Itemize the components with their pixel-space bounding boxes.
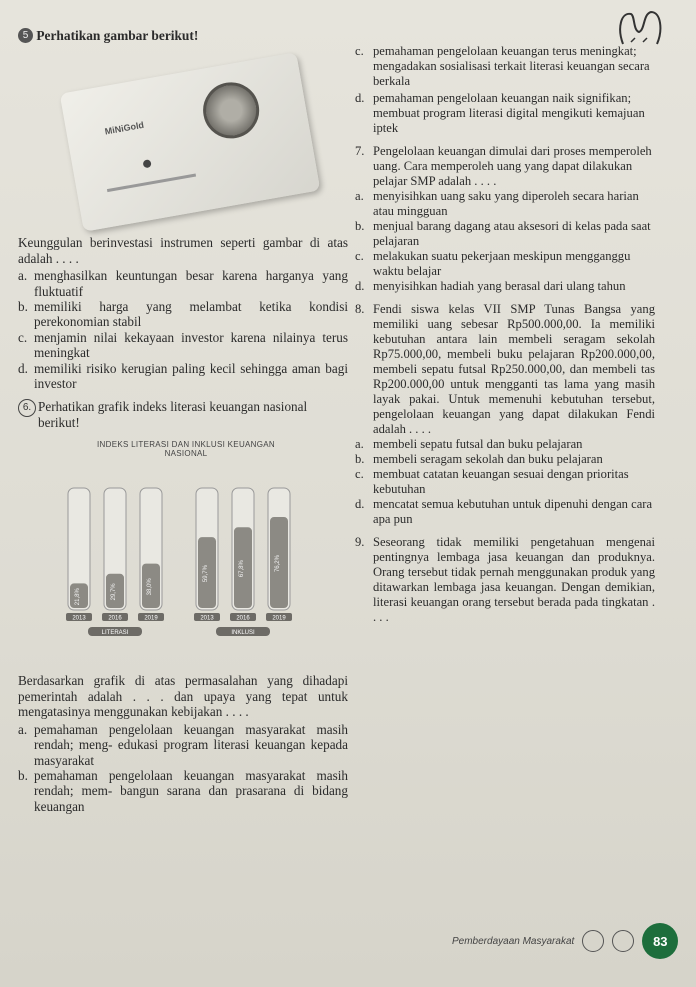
chart-title: INDEKS LITERASI DAN INKLUSI KEUANGAN NASIONAL (97, 440, 275, 458)
q6-option-a[interactable]: a. pemahaman pengelolaan keuangan masyarakat masih rendah; meng- edukasi program literasi keuangan kepada masyarakat (18, 721, 348, 768)
card-stripe (107, 174, 196, 193)
page-number: 83 (642, 923, 678, 959)
chart-data-label: 21,8% (75, 588, 81, 606)
gold-coin (199, 78, 264, 143)
q8-option-b[interactable]: b. membeli seragam sekolah dan buku pelajaran (355, 452, 603, 466)
q6-option-b[interactable]: b. pemahaman pengelolaan keuangan masyarakat masih rendah; mem- bangun sarana dan prasarana di bidang keuangan (18, 768, 348, 814)
q8-option-c[interactable]: c. membuat catatan keuangan sesuai dengan prioritas kebutuhan (355, 467, 629, 496)
q9-question: Seseorang tidak memiliki pengetahuan mengenai pentingnya lembaga jasa keuangan dan produknya. Orang tersebut tidak pernah menggunakan produk yang ditawarkan lembaga jasa keuangan. Dengan demikian, literasi keuangan orang tersebut berada pada tingkatan . . . . (373, 535, 655, 624)
circle-decoration-icon (612, 930, 634, 952)
left-column (18, 28, 348, 44)
q8-number: 8. (355, 302, 365, 316)
chart-tick-label: 2019 (272, 615, 286, 622)
q7-number: 7. (355, 144, 365, 158)
q5-question: Keunggulan berinvestasi instrumen seperti gambar di atas adalah . . . . (18, 235, 348, 266)
card-brand: MiNiGold (104, 119, 145, 137)
q5-header (18, 28, 348, 44)
chart-tick-label: 2016 (108, 615, 122, 622)
q8-option-d[interactable]: d. mencatat semua kebutuhan untuk dipenuhi dengan cara apa pun (355, 497, 653, 526)
q7-option-d[interactable]: d. menyisihkan hadiah yang berasal dari ulang tahun (355, 279, 626, 293)
q9-number: 9. (355, 535, 365, 549)
circle-decoration-icon (582, 930, 604, 952)
q5-option-d[interactable]: d. memiliki risiko kerugian paling kecil sehingga aman bagi investor (18, 360, 348, 392)
chart-data-label: 29,7% (111, 583, 117, 601)
q6-question: Berdasarkan grafik di atas permasalahan yang dihadapi pemerintah adalah . . . dan upaya yang tepat untuk mengatasinya menggunakan kebijakan . . . . (18, 673, 348, 720)
q7-option-a[interactable]: a. menyisihkan uang saku yang diperoleh secara harian atau mingguan (355, 189, 639, 218)
chart-tick-label: 2016 (236, 615, 250, 622)
minigold-card-image (60, 52, 321, 232)
chart-tick-label: 2013 (200, 615, 214, 622)
q8-header (355, 302, 655, 437)
chart-data-label: 59,7% (203, 565, 209, 583)
q6-number: 6. (18, 399, 36, 417)
right-column (355, 44, 655, 625)
q5-prompt: Perhatikan gambar berikut! (36, 28, 199, 43)
chart-tick-label: 2013 (72, 615, 86, 622)
q6-option-d[interactable]: d. pemahaman pengelolaan keuangan naik signifikan; membuat program literasi digital mengikuti kemajuan iptek (355, 91, 645, 135)
chart-group-label: LITERASI (101, 630, 129, 636)
q5-option-c[interactable]: c. menjamin nilai kekayaan investor karena nilainya terus meningkat (18, 329, 348, 361)
chart-group-label: INKLUSI (231, 630, 255, 636)
card-dot (142, 159, 151, 168)
q5-number: 5 (18, 28, 33, 43)
chart-data-label: 67,8% (239, 560, 245, 578)
page-footer (452, 923, 678, 959)
chart-data-label: 76,2% (275, 555, 281, 573)
q5-option-a[interactable]: a. menghasilkan keuntungan besar karena harganya yang fluktuatif (18, 268, 348, 299)
q9-header (355, 535, 655, 625)
chart-tick-label: 2019 (144, 615, 158, 622)
q8-option-a[interactable]: a. membeli sepatu futsal dan buku pelajaran (355, 437, 583, 451)
q7-option-c[interactable]: c. melakukan suatu pekerjaan meskipun mengganggu waktu belajar (355, 249, 631, 278)
q7-option-b[interactable]: b. menjual barang dagang atau aksesori di kelas pada saat pelajaran (355, 219, 651, 248)
q6-option-c[interactable]: c. pemahaman pengelolaan keuangan terus meningkat; mengadakan sosialisasi terkait literasi keuangan secara berkala (355, 44, 650, 88)
chart-literacy-inclusion (48, 440, 318, 660)
q6-prompt: Perhatikan grafik indeks literasi keuangan nasional berikut! (38, 399, 308, 431)
q5-option-b[interactable]: b. memiliki harga yang melambat ketika kondisi perekonomian stabil (18, 299, 348, 330)
chart-data-label: 38,0% (147, 578, 153, 596)
q6-header (18, 399, 348, 431)
footer-section-title: Pemberdayaan Masyarakat (452, 935, 575, 947)
chart-svg (48, 440, 318, 660)
q8-question: Fendi siswa kelas VII SMP Tunas Bangsa yang memiliki uang sebesar Rp500.000,00. Ia memiliki kebutuhan antara lain membeli seragam sekolah Rp75.000,00, membeli buku pelajaran Rp200.000,00, membeli sepatu futsal Rp250.000,00, dan membeli tas Rp200.000,00 untuk mengganti tas lama yang masih layak pakai. Untuk memenuhi kebutuhan tersebut, pengelolaan keuangan yang dapat dilakukan Fendi adalah . . . . (373, 302, 655, 436)
q7-question: Pengelolaan keuangan dimulai dari proses memperoleh uang. Cara memperoleh uang yang dapat dilakukan pelajar SMP adalah . . . . (373, 144, 652, 188)
q7-header (355, 144, 655, 189)
